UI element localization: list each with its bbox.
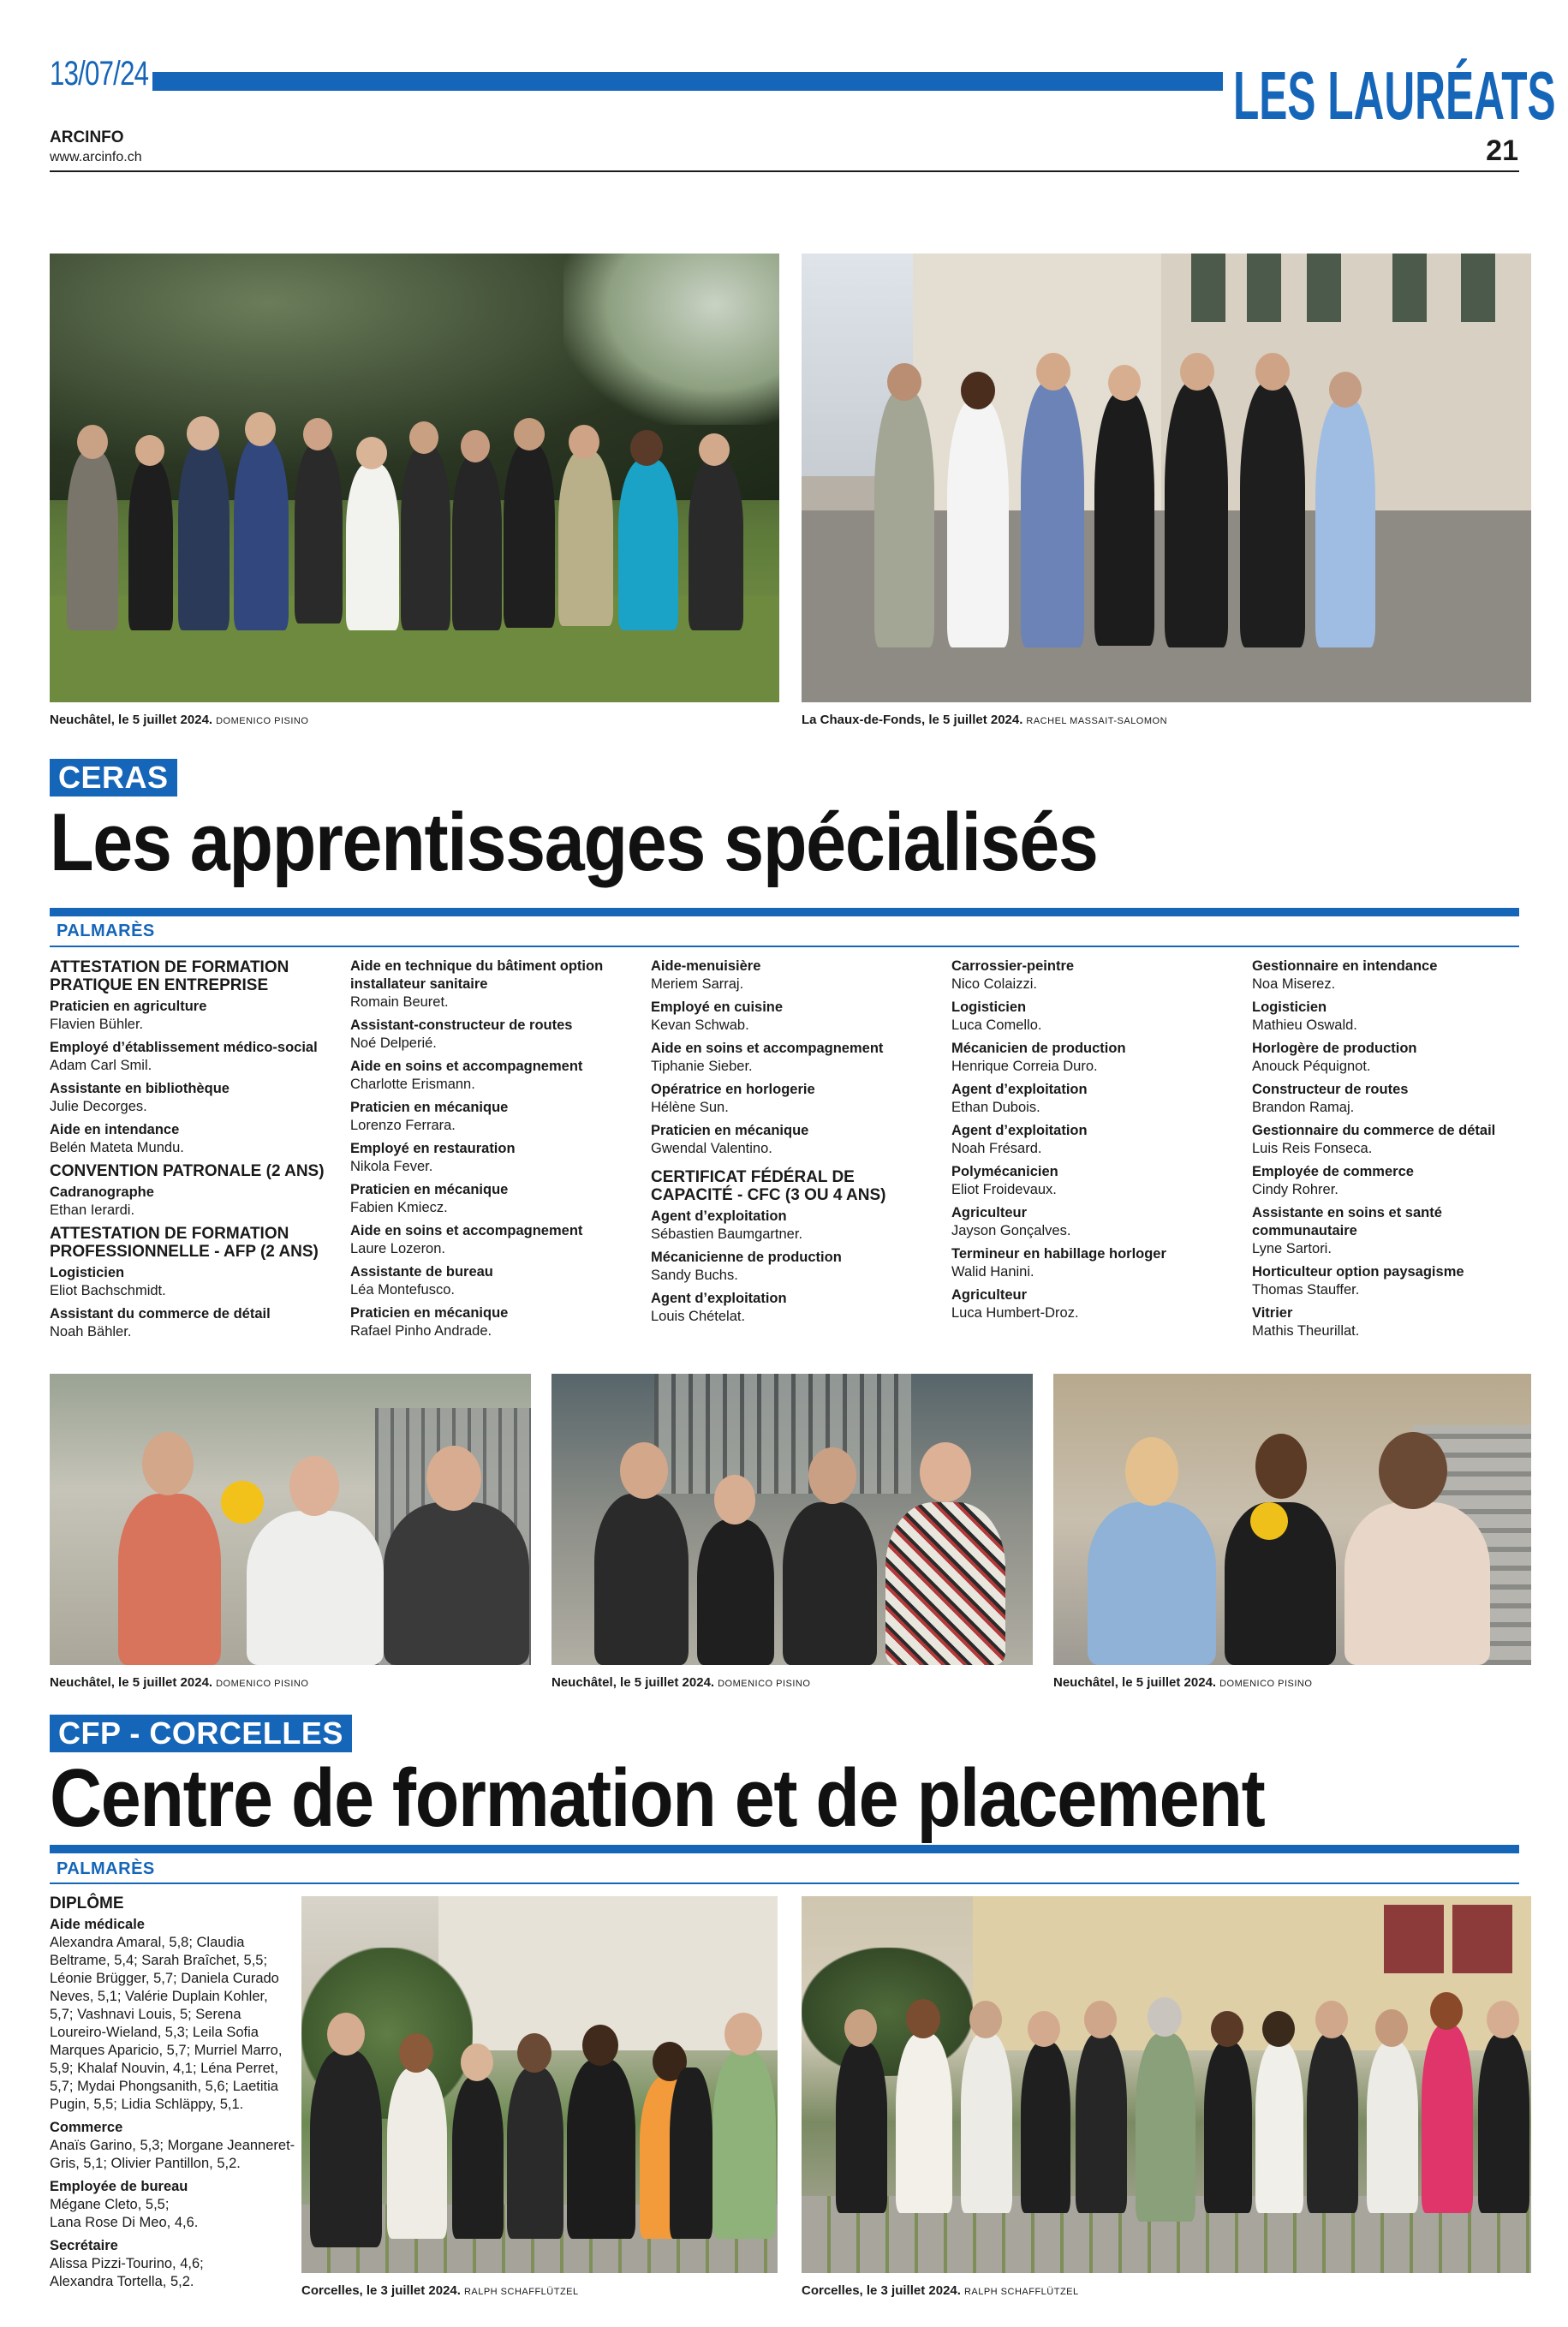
category-heading: CERTIFICAT FÉDÉRAL DE CAPACITÉ - CFC (3 OU 4 ANS) — [651, 1168, 886, 1204]
item-title: Horlogère de production — [1252, 1041, 1417, 1056]
item-title: Employée de bureau — [50, 2179, 188, 2194]
item-title: Assistante en bibliothèque — [50, 1081, 230, 1096]
item-name: Luca Humbert-Droz. — [951, 1305, 1079, 1321]
item-name: Julie Decorges. — [50, 1099, 147, 1114]
list-item — [350, 1263, 637, 1299]
palmares-bar — [50, 1845, 1519, 1853]
category-heading: ATTESTATION DE FORMATION PROFESSIONNELLE - AFP (2 ANS) — [50, 1225, 319, 1261]
item-line: 5,7; Vashnavi Louis, 5; Serena — [50, 2007, 241, 2022]
item-line: Beltrame, 5,4; Sarah Braîchet, 5,5; — [50, 1953, 268, 1968]
item-name: Charlotte Erismann. — [350, 1077, 475, 1092]
item-name: Louis Chételat. — [651, 1309, 746, 1324]
item-line: Gris, 5,1; Olivier Pantillon, 5,2. — [50, 2156, 241, 2171]
list-item — [651, 1040, 938, 1076]
list-item — [350, 1140, 637, 1176]
item-title: Aide en soins et accompagnement — [350, 1059, 583, 1074]
item-line: Loureiro-Wieland, 5,3; Leila Sofia — [50, 2025, 259, 2040]
list-item — [1252, 1204, 1539, 1258]
item-name: Thomas Stauffer. — [1252, 1282, 1360, 1298]
palmares-label: PALMARÈS — [57, 922, 155, 940]
list-item — [1252, 999, 1539, 1035]
list-item — [50, 1264, 337, 1300]
item-name: Noah Frésard. — [951, 1141, 1042, 1156]
list-item — [1252, 1081, 1539, 1117]
item-name: Mathis Theurillat. — [1252, 1323, 1360, 1339]
palmares-column-1 — [50, 958, 337, 1346]
item-title: Assistant du commerce de détail — [50, 1306, 271, 1322]
list-item — [651, 958, 938, 993]
headline-ceras: Les apprentissages spécialisés — [50, 797, 1098, 888]
item-name: Luis Reis Fonseca. — [1252, 1141, 1373, 1156]
list-item — [50, 1080, 337, 1116]
item-title: Agriculteur — [951, 1287, 1028, 1303]
item-name: Flavien Bühler. — [50, 1017, 144, 1032]
list-item — [50, 2119, 298, 2173]
item-title: Aide en intendance — [50, 1122, 180, 1137]
item-title: Agriculteur — [951, 1205, 1028, 1220]
category-heading: DIPLÔME — [50, 1894, 124, 1912]
item-title: Logisticien — [50, 1265, 125, 1280]
list-item — [651, 1290, 938, 1326]
item-title: Agent d’exploitation — [651, 1291, 787, 1306]
item-name: Jayson Gonçalves. — [951, 1223, 1071, 1238]
list-item — [651, 1081, 938, 1117]
palmares-column-4 — [951, 958, 1238, 1328]
brand-name: ARCINFO — [50, 128, 124, 146]
item-name: Eliot Bachschmidt. — [50, 1283, 166, 1298]
photo-credit: DOMENICO PISINO — [1219, 1679, 1313, 1689]
list-item — [651, 1249, 938, 1285]
page-number: 21 — [1486, 134, 1518, 167]
item-line: Anaïs Garino, 5,3; Morgane Jeanneret- — [50, 2138, 295, 2153]
item-title: Constructeur de routes — [1252, 1082, 1409, 1097]
section-tag-cfp: CFP - CORCELLES — [50, 1715, 352, 1752]
item-line: 5,9; Khalaf Nouvin, 4,1; Léna Perret, — [50, 2061, 278, 2076]
list-item — [50, 1184, 337, 1220]
item-name: Noé Delperié. — [350, 1035, 437, 1051]
item-line: 5,7; Mydai Phongsanith, 5,6; Laetitia — [50, 2079, 278, 2094]
item-title: Cadranographe — [50, 1184, 154, 1200]
list-item — [50, 2237, 298, 2291]
photo-neuchatel-trio-1 — [50, 1374, 531, 1665]
item-title: Aide médicale — [50, 1917, 145, 1932]
item-title: Praticien en agriculture — [50, 999, 207, 1014]
header-rule — [50, 170, 1519, 172]
caption-text: Neuchâtel, le 5 juillet 2024. — [50, 1675, 213, 1690]
item-name: Rafael Pinho Andrade. — [350, 1323, 492, 1339]
item-line: Alexandra Tortella, 5,2. — [50, 2274, 194, 2289]
list-item — [1252, 1040, 1539, 1076]
photo-caption — [50, 713, 308, 727]
item-name: Walid Hanini. — [951, 1264, 1034, 1280]
item-title: Employé en cuisine — [651, 999, 784, 1015]
list-item — [1252, 1304, 1539, 1340]
item-line: Alissa Pizzi-Tourino, 4,6; — [50, 2256, 204, 2271]
caption-text: Neuchâtel, le 5 juillet 2024. — [1053, 1675, 1217, 1690]
item-title: Employé d’établissement médico-social — [50, 1040, 318, 1055]
item-name: Ethan Dubois. — [951, 1100, 1040, 1115]
list-item — [951, 1286, 1238, 1322]
section-title: LES LAURÉATS — [1233, 57, 1556, 134]
palmares-column-2 — [350, 958, 637, 1345]
item-name: Nikola Fever. — [350, 1159, 433, 1174]
item-name: Noah Bähler. — [50, 1324, 132, 1340]
photo-neuchatel-trio-2 — [551, 1374, 1033, 1665]
list-item — [350, 958, 637, 1011]
list-item — [50, 1039, 337, 1075]
photo-caption — [551, 1675, 810, 1690]
list-item — [951, 1081, 1238, 1117]
item-title: Vitrier — [1252, 1305, 1293, 1321]
item-title: Horticulteur option paysagisme — [1252, 1264, 1464, 1280]
item-title: Praticien en mécanique — [350, 1182, 509, 1197]
cfp-palmares-column — [50, 1894, 298, 2296]
photo-neuchatel-group — [50, 254, 779, 702]
item-name: Romain Beuret. — [350, 994, 449, 1010]
item-title: Polymécanicien — [951, 1164, 1058, 1179]
item-name: Brandon Ramaj. — [1252, 1100, 1355, 1115]
list-item — [1252, 1163, 1539, 1199]
headline-cfp: Centre de formation et de placement — [50, 1752, 1265, 1844]
item-name: Léa Montefusco. — [350, 1282, 455, 1298]
item-title: Logisticien — [951, 999, 1027, 1015]
item-title: Praticien en mécanique — [651, 1123, 809, 1138]
item-title: Carrossier-peintre — [951, 958, 1075, 974]
item-name: Cindy Rohrer. — [1252, 1182, 1338, 1197]
item-title: Gestionnaire du commerce de détail — [1252, 1123, 1496, 1138]
item-name: Anouck Péquignot. — [1252, 1059, 1371, 1074]
item-name: Tiphanie Sieber. — [651, 1059, 753, 1074]
photo-credit: RALPH SCHAFFLÜTZEL — [463, 2287, 579, 2297]
list-item — [651, 1208, 938, 1244]
photo-credit: RACHEL MASSAIT-SALOMON — [1026, 716, 1168, 726]
palmares-bar — [50, 908, 1519, 916]
item-name: Belén Mateta Mundu. — [50, 1140, 184, 1155]
caption-text: Neuchâtel, le 5 juillet 2024. — [50, 713, 213, 727]
item-title: Employé en restauration — [350, 1141, 516, 1156]
category-heading: CONVENTION PATRONALE (2 ANS) — [50, 1162, 325, 1180]
issue-date: 13/07/24 — [50, 55, 149, 92]
item-name: Sébastien Baumgartner. — [651, 1226, 803, 1242]
item-title: Logisticien — [1252, 999, 1327, 1015]
item-name: Ethan Ierardi. — [50, 1202, 135, 1218]
palmares-column-3 — [651, 958, 938, 1331]
header-bar — [152, 72, 1223, 91]
list-item — [50, 998, 337, 1034]
photo-neuchatel-trio-3 — [1053, 1374, 1531, 1665]
item-title: Agent d’exploitation — [651, 1208, 787, 1224]
item-name: Hélène Sun. — [651, 1100, 729, 1115]
item-name: Fabien Kmiecz. — [350, 1200, 448, 1215]
photo-credit: RALPH SCHAFFLÜTZEL — [963, 2287, 1079, 2297]
photo-caption — [1053, 1675, 1312, 1690]
item-name: Adam Carl Smil. — [50, 1058, 152, 1073]
item-title: Commerce — [50, 2120, 123, 2135]
list-item — [1252, 1263, 1539, 1299]
item-line: Lana Rose Di Meo, 4,6. — [50, 2215, 199, 2230]
item-name: Sandy Buchs. — [651, 1268, 738, 1283]
list-item — [350, 1017, 637, 1053]
item-title: Assistante de bureau — [350, 1264, 493, 1280]
item-title: Praticien en mécanique — [350, 1100, 509, 1115]
item-title: Assistant-constructeur de routes — [350, 1017, 573, 1033]
list-item — [50, 1305, 337, 1341]
photo-credit: DOMENICO PISINO — [718, 1679, 811, 1689]
photo-corcelles-group-2 — [802, 1896, 1531, 2273]
website-link[interactable]: www.arcinfo.ch — [50, 150, 142, 164]
photo-credit: DOMENICO PISINO — [216, 716, 309, 726]
item-name: Noa Miserez. — [1252, 976, 1336, 992]
item-line: Mégane Cleto, 5,5; — [50, 2197, 170, 2212]
item-title: Aide-menuisière — [651, 958, 761, 974]
item-title: Termineur en habillage horloger — [951, 1246, 1166, 1262]
item-title: Assistante en soins et santé communautaire — [1252, 1205, 1442, 1238]
list-item — [951, 999, 1238, 1035]
item-line: Alexandra Amaral, 5,8; Claudia — [50, 1935, 245, 1950]
item-title: Opératrice en horlogerie — [651, 1082, 815, 1097]
photo-caption — [802, 2283, 1079, 2298]
list-item — [50, 2178, 298, 2232]
list-item — [350, 1181, 637, 1217]
item-title: Agent d’exploitation — [951, 1082, 1088, 1097]
caption-text: La Chaux-de-Fonds, le 5 juillet 2024. — [802, 713, 1023, 727]
item-name: Lorenzo Ferrara. — [350, 1118, 456, 1133]
item-name: Kevan Schwab. — [651, 1017, 749, 1033]
list-item — [350, 1099, 637, 1135]
item-title: Employée de commerce — [1252, 1164, 1414, 1179]
item-title: Aide en soins et accompagnement — [651, 1041, 884, 1056]
list-item — [951, 1040, 1238, 1076]
item-name: Gwendal Valentino. — [651, 1141, 772, 1156]
category-heading: ATTESTATION DE FORMATION PRATIQUE EN ENTREPRISE — [50, 958, 289, 994]
item-line: Léonie Brügger, 5,7; Daniela Curado — [50, 1971, 279, 1986]
list-item — [1252, 958, 1539, 993]
item-title: Praticien en mécanique — [350, 1305, 509, 1321]
photo-chaux-de-fonds-group — [802, 254, 1531, 702]
photo-corcelles-group-1 — [301, 1896, 778, 2273]
list-item — [651, 1122, 938, 1158]
list-item — [350, 1058, 637, 1094]
list-item — [50, 1121, 337, 1157]
list-item — [350, 1304, 637, 1340]
item-title: Agent d’exploitation — [951, 1123, 1088, 1138]
item-name: Eliot Froidevaux. — [951, 1182, 1057, 1197]
item-name: Lyne Sartori. — [1252, 1241, 1332, 1256]
list-item — [951, 1245, 1238, 1281]
item-name: Laure Lozeron. — [350, 1241, 445, 1256]
palmares-label: PALMARÈS — [57, 1859, 155, 1878]
item-name: Meriem Sarraj. — [651, 976, 744, 992]
palmares-rule — [50, 1882, 1519, 1884]
photo-credit: DOMENICO PISINO — [216, 1679, 309, 1689]
item-name: Nico Colaizzi. — [951, 976, 1037, 992]
palmares-column-5 — [1252, 958, 1539, 1345]
photo-caption — [802, 713, 1167, 727]
caption-text: Neuchâtel, le 5 juillet 2024. — [551, 1675, 715, 1690]
item-title: Mécanicienne de production — [651, 1250, 842, 1265]
item-title: Gestionnaire en intendance — [1252, 958, 1438, 974]
item-title: Aide en technique du bâtiment option installateur sanitaire — [350, 958, 604, 992]
item-line: Marques Aparicio, 5,7; Murriel Marro, — [50, 2043, 283, 2058]
palmares-rule — [50, 946, 1519, 947]
list-item — [1252, 1122, 1539, 1158]
item-title: Secrétaire — [50, 2238, 118, 2253]
list-item — [951, 958, 1238, 993]
list-item — [951, 1163, 1238, 1199]
list-item — [350, 1222, 637, 1258]
photo-caption — [50, 1675, 308, 1690]
caption-text: Corcelles, le 3 juillet 2024. — [802, 2283, 961, 2298]
item-line: Neves, 5,1; Valérie Duplain Kohler, — [50, 1989, 268, 2004]
item-line: Pugin, 5,5; Lidia Schläppy, 5,1. — [50, 2097, 244, 2112]
item-title: Aide en soins et accompagnement — [350, 1223, 583, 1238]
caption-text: Corcelles, le 3 juillet 2024. — [301, 2283, 461, 2298]
item-title: Mécanicien de production — [951, 1041, 1126, 1056]
item-name: Mathieu Oswald. — [1252, 1017, 1357, 1033]
photo-caption — [301, 2283, 579, 2298]
item-name: Luca Comello. — [951, 1017, 1042, 1033]
item-name: Henrique Correia Duro. — [951, 1059, 1098, 1074]
list-item — [951, 1122, 1238, 1158]
section-tag-ceras: CERAS — [50, 759, 177, 797]
list-item — [50, 1916, 298, 2114]
list-item — [651, 999, 938, 1035]
list-item — [951, 1204, 1238, 1240]
